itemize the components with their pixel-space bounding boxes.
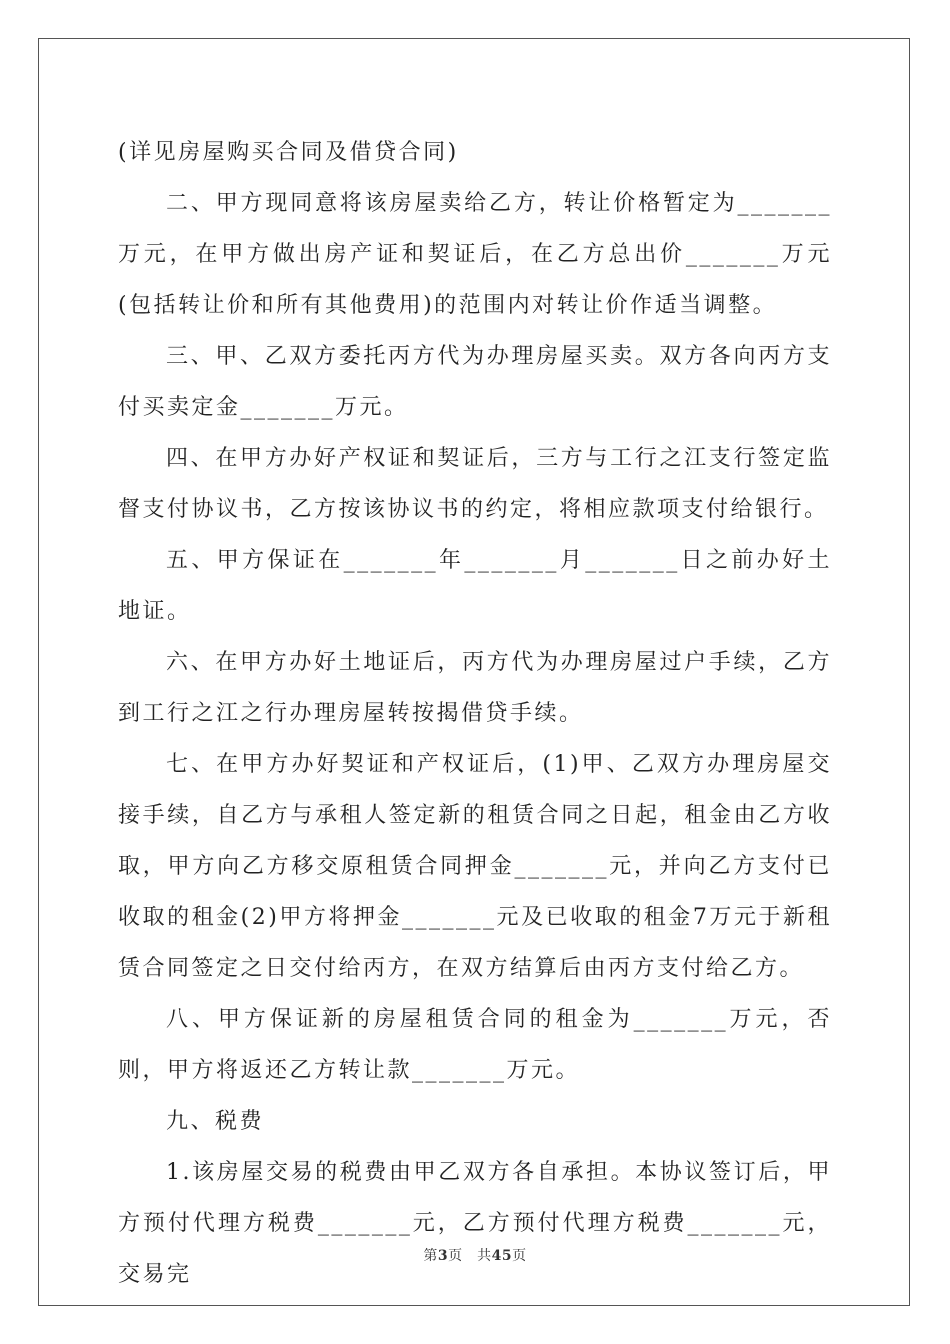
paragraph-clause-8: 八、甲方保证新的房屋租赁合同的租金为_______万元，否则，甲方将返还乙方转让款_______万元。 <box>118 1007 832 1083</box>
paragraph-clause-4: 四、在甲方办好产权证和契证后，三方与工行之江支行签定监督支付协议书，乙方按该协议书的约定，将相应款项支付给银行。 <box>118 446 832 522</box>
total-pages-number: 45 <box>491 1248 513 1264</box>
paragraph-clause-2: 二、甲方现同意将该房屋卖给乙方，转让价格暂定为_______万元，在甲方做出房产证和契证后，在乙方总出价_______万元(包括转让价和所有其他费用)的范围内对转让价作适当调整。 <box>118 191 832 318</box>
document-body <box>118 127 832 1300</box>
paragraph-tax-1: 1.该房屋交易的税费由甲乙双方各自承担。本协议签订后，甲方预付代理方税费_______元，乙方预付代理方税费_______元，交易完 <box>118 1160 832 1287</box>
paragraph-clause-5: 五、甲方保证在_______年_______月_______日之前办好土地证。 <box>118 548 832 624</box>
page-label-mid: 页 共 <box>448 1248 492 1264</box>
paragraph-clause-7: 七、在甲方办好契证和产权证后，(1)甲、乙双方办理房屋交接手续，自乙方与承租人签定新的租赁合同之日起，租金由乙方收取，甲方向乙方移交原租赁合同押金_______元，并向乙方支付已收取的租金(2)甲方将押金_______元及已收取的租金7万元于新租赁合同签定之日交付给丙方，在双方结算后由丙方支付给乙方。 <box>118 752 832 981</box>
paragraph-clause-6: 六、在甲方办好土地证后，丙方代为办理房屋过户手续，乙方到工行之江之行办理房屋转按揭借贷手续。 <box>118 650 832 726</box>
page-footer <box>0 1245 950 1265</box>
paragraph-clause-3: 三、甲、乙双方委托丙方代为办理房屋买卖。双方各向丙方支付买卖定金_______万元。 <box>118 344 832 420</box>
paragraph-intro: (详见房屋购买合同及借贷合同) <box>118 140 459 165</box>
page-label-suffix: 页 <box>512 1248 527 1264</box>
paragraph-clause-9-heading: 九、税费 <box>166 1109 265 1134</box>
page-label-prefix: 第 <box>423 1248 438 1264</box>
current-page-number: 3 <box>437 1248 449 1264</box>
